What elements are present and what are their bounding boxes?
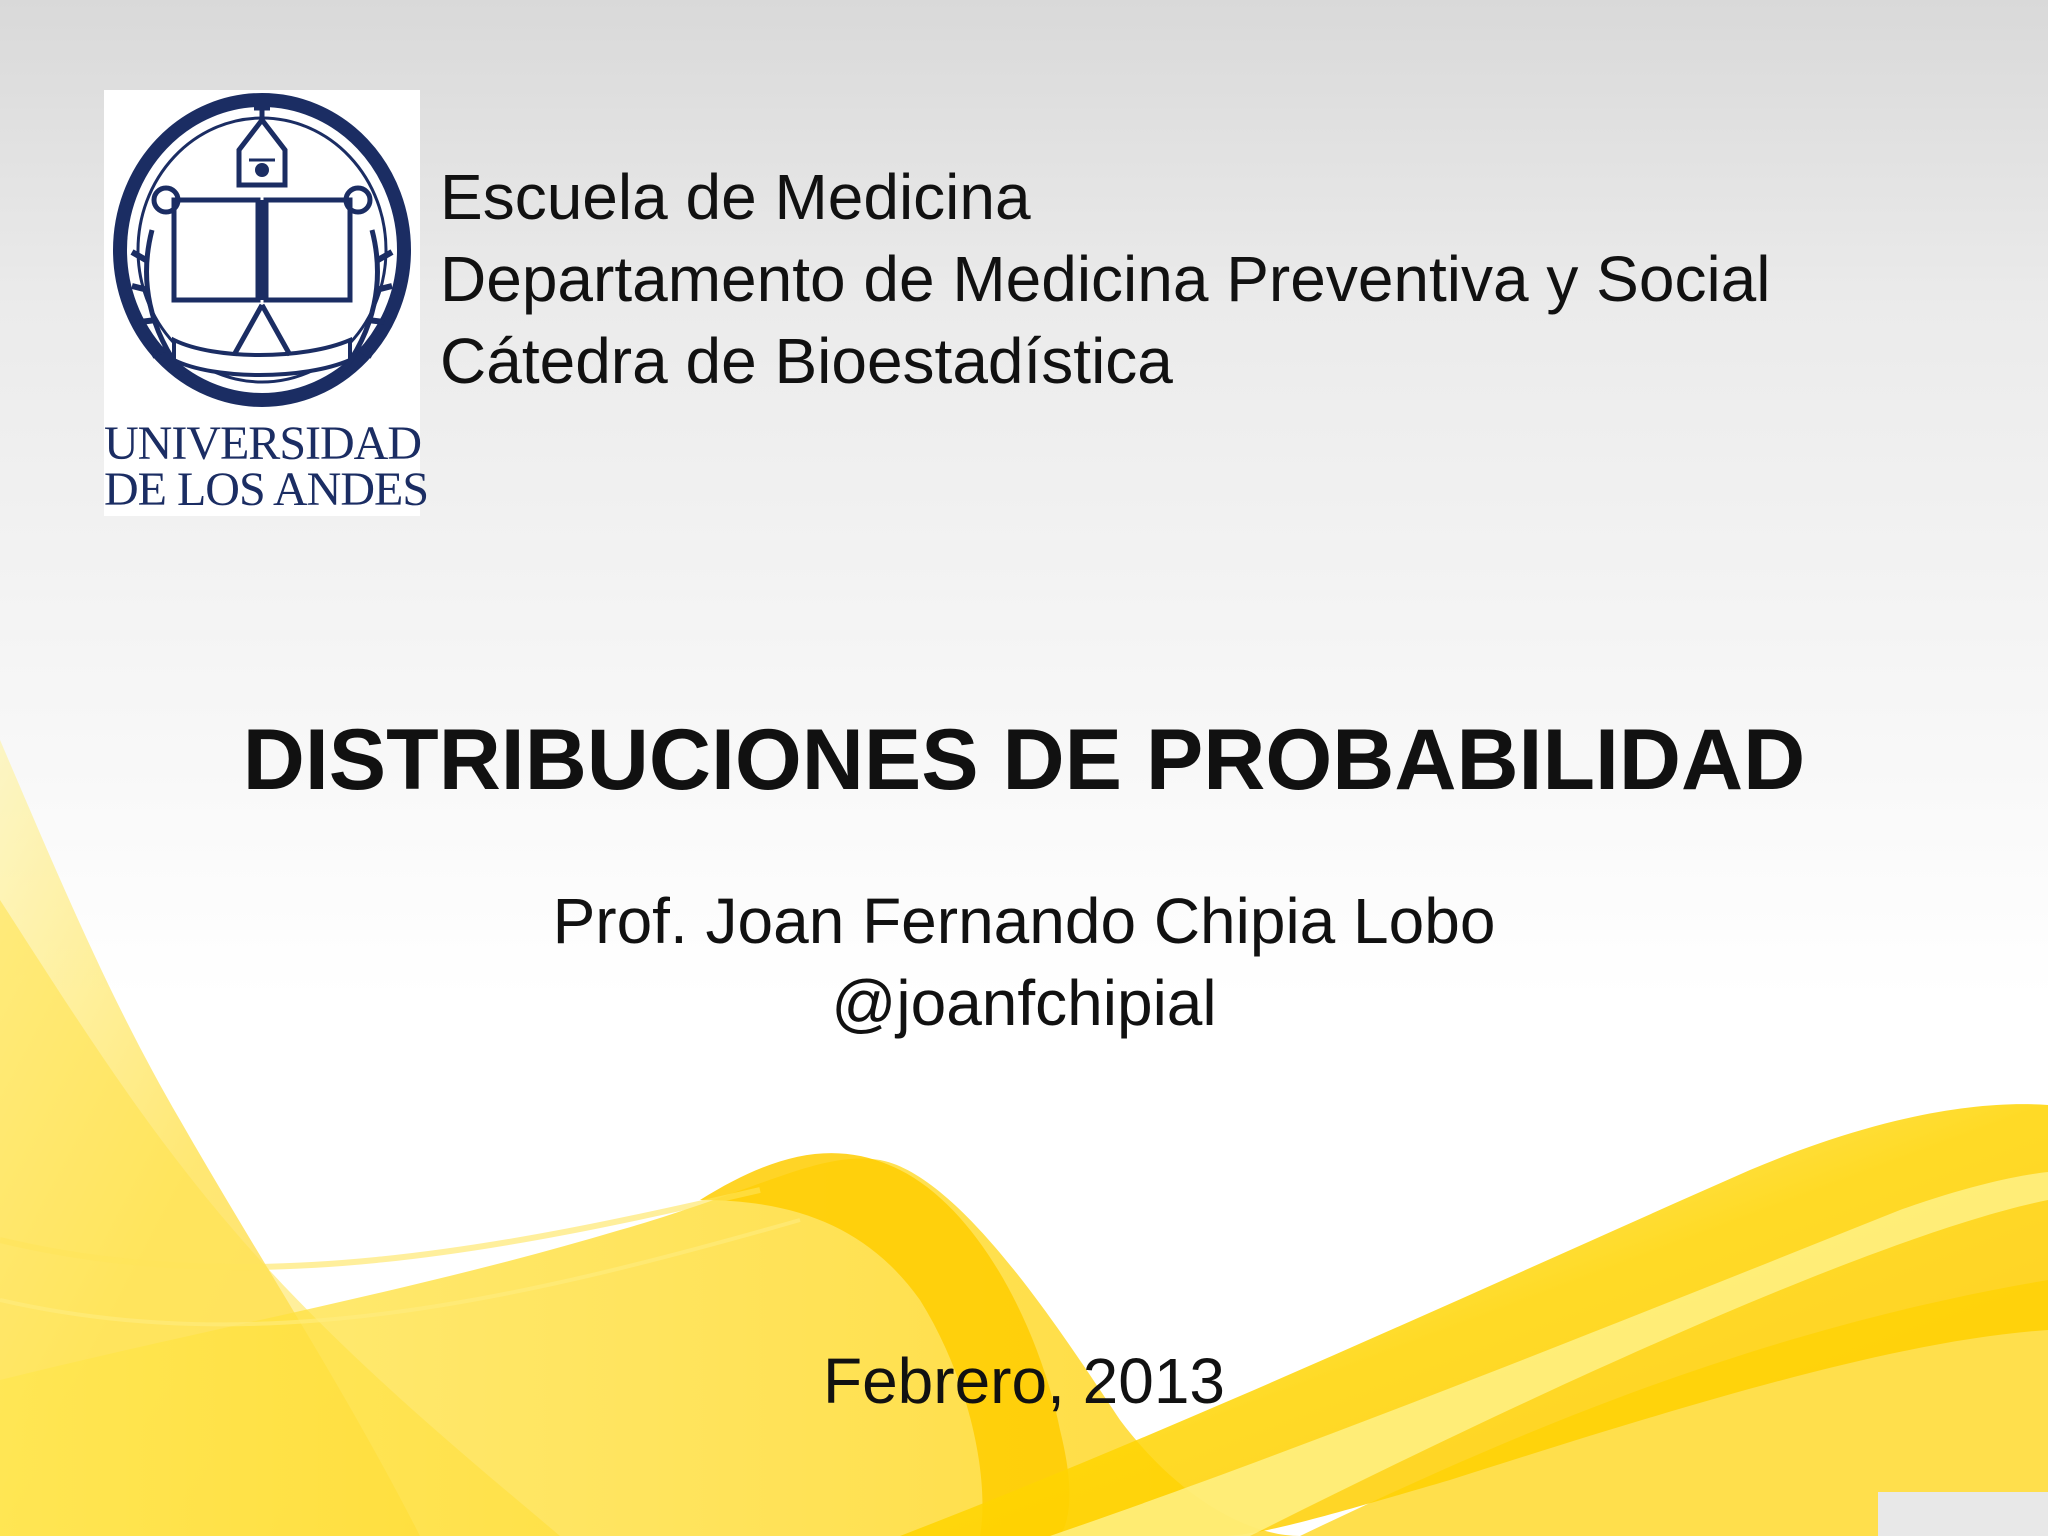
institution-header [440, 156, 1770, 402]
chair-name: Cátedra de Bioestadística [440, 325, 1173, 397]
presentation-date: Febrero, 2013 [822, 1345, 1226, 1417]
department-name: Departamento de Medicina Preventiva y Social [440, 243, 1771, 315]
author-block [0, 880, 2048, 1044]
corner-panel [1878, 1492, 2048, 1536]
author-handle: @joanfchipial [831, 967, 1217, 1039]
university-logo [104, 90, 429, 516]
logo-text-universidad: UNIVERSIDAD [104, 417, 421, 470]
school-name: Escuela de Medicina [440, 161, 1031, 233]
logo-text-de-los-andes: DE LOS ANDES [104, 463, 429, 516]
author-name: Prof. Joan Fernando Chipia Lobo [552, 885, 1496, 957]
slide-title: DISTRIBUCIONES DE PROBABILIDAD [242, 712, 1806, 808]
